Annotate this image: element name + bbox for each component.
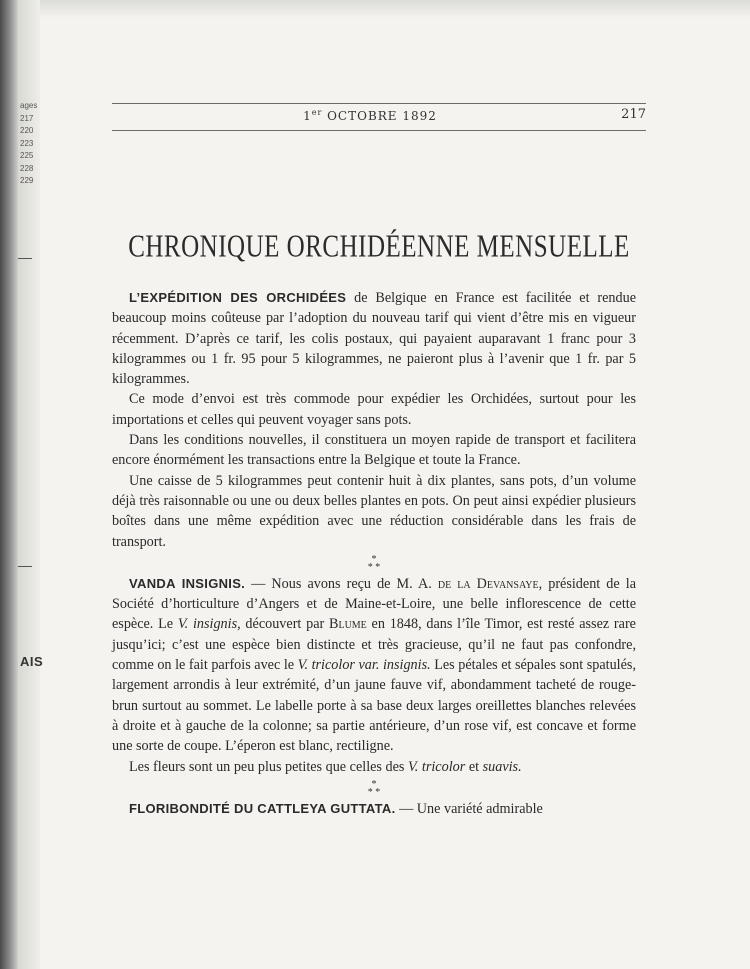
asterism-bottom: * * bbox=[367, 561, 381, 573]
section-separator bbox=[112, 553, 636, 573]
section2-text: et bbox=[465, 758, 483, 775]
species-name: V. tricolor var. insignis. bbox=[297, 657, 431, 674]
margin-index-item: 229 bbox=[20, 176, 34, 185]
section1-heading: L’EXPÉDITION DES ORCHIDÉES bbox=[129, 290, 347, 305]
section2-text: Les fleurs sont un peu plus petites que celles des bbox=[129, 758, 408, 775]
margin-index-item: 228 bbox=[20, 163, 34, 173]
section-separator bbox=[112, 778, 636, 798]
species-name: V. insignis, bbox=[177, 616, 241, 633]
asterism-top: * bbox=[371, 553, 377, 565]
section2-paragraph-2 bbox=[112, 757, 636, 777]
section2-text: — Nous avons reçu de M. A. bbox=[245, 575, 438, 592]
date-day: 1 bbox=[303, 109, 312, 123]
section2-paragraph-1 bbox=[112, 574, 636, 757]
article-body bbox=[112, 288, 636, 819]
margin-index-item: 223 bbox=[20, 138, 34, 148]
section3-text: — Une variété admirable bbox=[395, 800, 543, 817]
header-rule-top bbox=[112, 103, 646, 104]
left-margin-index bbox=[20, 100, 42, 188]
section1-text: de Belgique en France est facilitée et rendue beaucoup moins coûteuse par l’adoption du nouveau tarif qui vient d’être mis en vigueur récemment. D’après ce tarif, les colis postaux, qui payaient auparavant 1 franc pour 3 kilogrammes ou 1 fr. 95 pour 5 kilogrammes, ne paieront plus à l’avenir que 1 fr. par 5 kilogrammes. bbox=[112, 290, 636, 388]
margin-index-item: 225 bbox=[20, 151, 34, 160]
section2-text: découvert par bbox=[240, 616, 329, 633]
section2-text: Les pétales et sépales sont spatulés, largement arrondis à leur extrémité, d’un jaune fauve vif, abondamment tacheté de rouge-brun surtout au sommet. Le labelle porte à sa base deux larges oreillettes blanches relevées à droite et à gauche de la colonne; sa partie antérieure, d’un rose vif, est concave et forme une sorte de coupe. L’éperon est blanc, rectiligne. bbox=[112, 657, 636, 755]
asterism-bottom: * * bbox=[367, 786, 381, 798]
section2-text: , président de la Société d’horticulture d’Angers et de Maine-et-Loire, une belle inflorescence de cette espèce. Le bbox=[112, 575, 636, 633]
margin-index-item: ages bbox=[20, 101, 38, 110]
species-name: V. tricolor bbox=[407, 758, 466, 775]
section1-paragraph-1 bbox=[112, 288, 636, 389]
person-name: de la Devansaye bbox=[437, 575, 539, 592]
header-date bbox=[200, 108, 540, 123]
margin-index-item: 220 bbox=[20, 126, 34, 135]
section1-paragraph-3: Dans les conditions nouvelles, il constituera un moyen rapide de transport et facilitera encore énormément les transactions entre la Belgique et toute la France. bbox=[112, 432, 636, 469]
margin-dash bbox=[18, 258, 32, 259]
date-month-year: OCTOBRE 1892 bbox=[322, 109, 437, 123]
margin-index-item: 217 bbox=[20, 113, 34, 123]
page-top-shadow bbox=[0, 0, 750, 18]
margin-dash bbox=[18, 566, 32, 567]
section1-paragraph-2: Ce mode d’envoi est très commode pour expédier les Orchidées, surtout pour les importations et celles qui peuvent voyager sans pots. bbox=[112, 391, 636, 428]
page-number: 217 bbox=[621, 107, 646, 122]
section3-heading: FLORIBONDITÉ DU CATTLEYA GUTTATA. bbox=[129, 800, 396, 816]
page-title: CHRONIQUE ORCHIDÉENNE MENSUELLE bbox=[128, 230, 630, 264]
date-ordinal: er bbox=[311, 108, 323, 117]
person-name: Blume bbox=[329, 616, 367, 633]
asterism-top: * bbox=[371, 778, 377, 790]
header-rule-bottom bbox=[112, 130, 646, 131]
section2-heading: VANDA INSIGNIS. bbox=[129, 575, 246, 591]
section3-paragraph-1 bbox=[112, 799, 636, 819]
margin-fragment: AIS bbox=[20, 654, 44, 669]
species-name: suavis. bbox=[482, 758, 522, 775]
section1-paragraph-4: Une caisse de 5 kilogrammes peut contenir huit à dix plantes, sans pots, d’un volume déjà très raisonnable ou une ou deux belles plantes en pots. On peut ainsi expédier plusieurs boîtes dans une même expédition avec une réduction considérable dans les frais de transport. bbox=[112, 472, 636, 550]
book-binding bbox=[0, 0, 18, 969]
section2-text: en 1848, dans l’île Timor, est resté assez rare jusqu’ici; c’est une espèce bien distincte et très gracieuse, qu’il ne faut pas confondre, comme on le fait parfois avec le bbox=[112, 616, 636, 674]
